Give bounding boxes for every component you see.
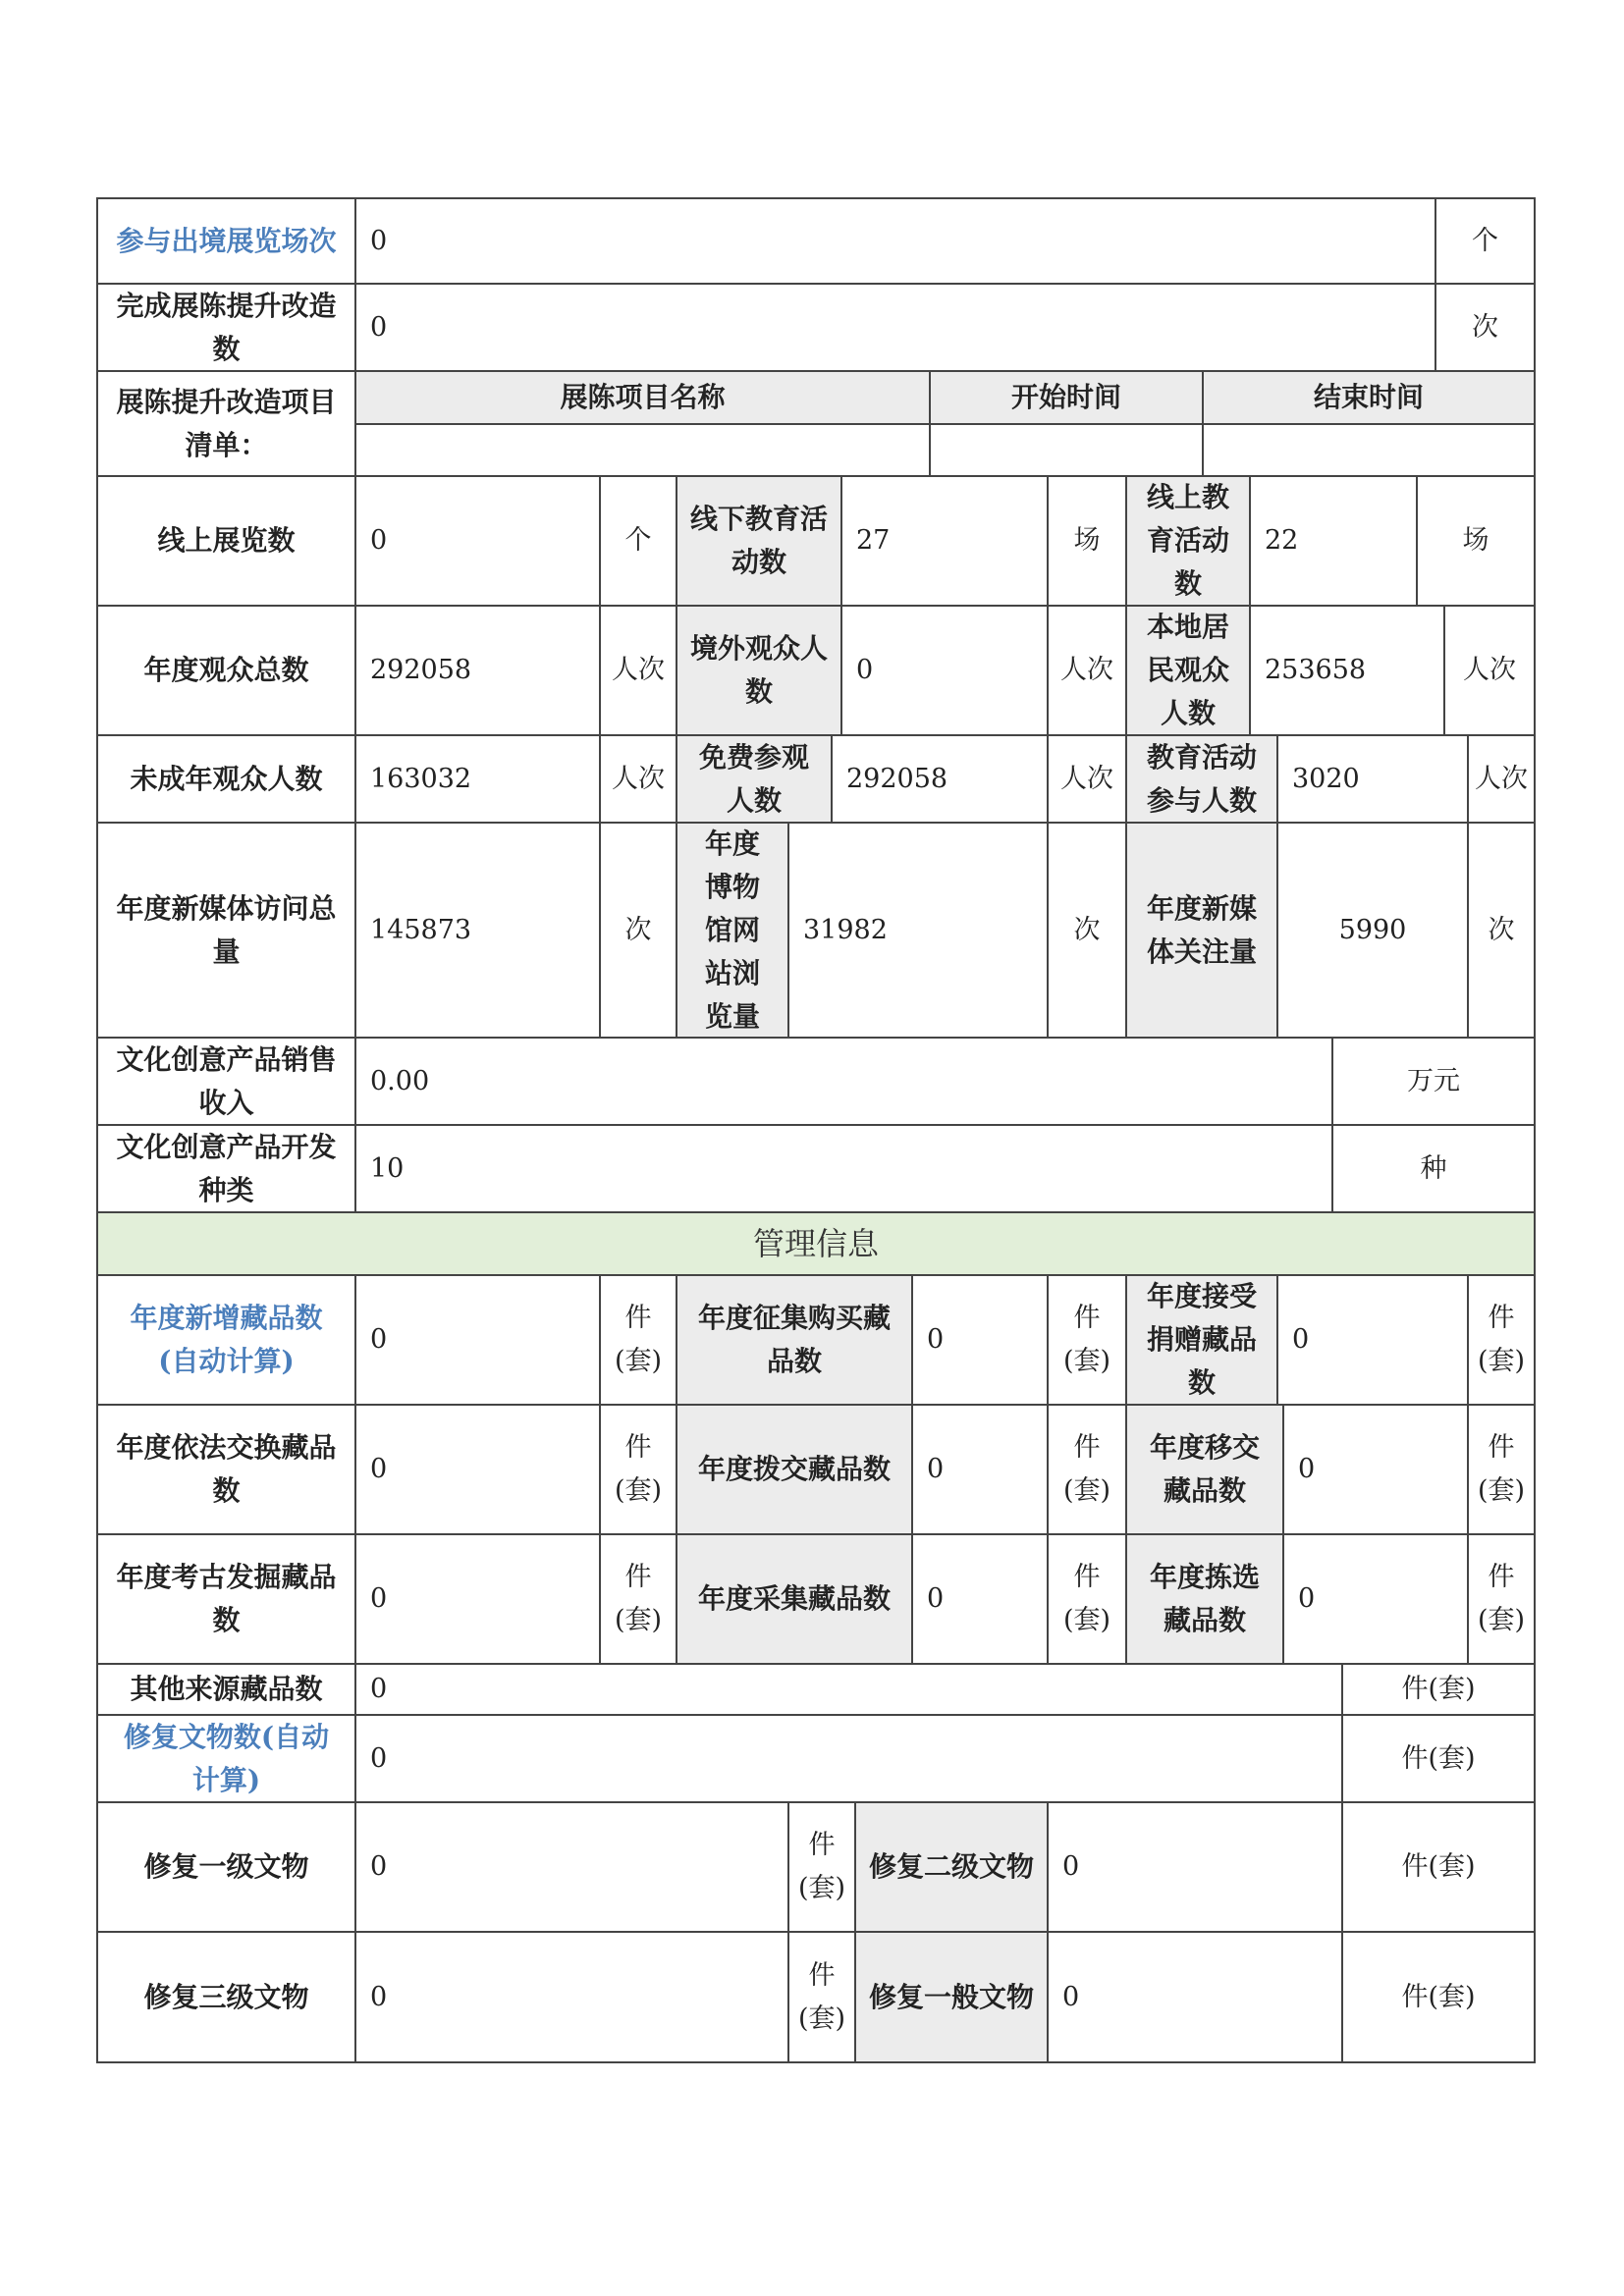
exchanged-unit: 件(套) <box>599 1404 677 1535</box>
allocated-unit: 件(套) <box>1047 1404 1127 1535</box>
annual-visitors-value[interactable]: 292058 <box>354 605 601 736</box>
online-edu-value[interactable]: 22 <box>1249 475 1418 607</box>
creative-types-label: 文化创意产品开发种类 <box>96 1124 356 1213</box>
management-info-header: 管理信息 <box>96 1211 1536 1276</box>
project-name-header: 展陈项目名称 <box>354 370 931 425</box>
restored-general-value[interactable]: 0 <box>1047 1931 1343 2063</box>
overseas-visitors-label: 境外观众人数 <box>676 605 842 736</box>
restored-grade1-unit: 件(套) <box>787 1801 856 1933</box>
restored-total-value[interactable]: 0 <box>354 1714 1343 1803</box>
outbound-exhibitions-unit: 个 <box>1435 197 1536 285</box>
new-media-visits-unit: 次 <box>599 822 677 1039</box>
free-visitors-unit: 人次 <box>1047 734 1127 824</box>
transferred-value[interactable]: 0 <box>1282 1404 1469 1535</box>
website-views-unit: 次 <box>1047 822 1127 1039</box>
allocated-label: 年度拨交藏品数 <box>676 1404 913 1535</box>
overseas-visitors-unit: 人次 <box>1047 605 1127 736</box>
local-visitors-value[interactable]: 253658 <box>1249 605 1445 736</box>
other-sources-value[interactable]: 0 <box>354 1663 1343 1716</box>
end-time-header: 结束时间 <box>1202 370 1536 425</box>
online-exhibitions-label: 线上展览数 <box>96 475 356 607</box>
purchased-label: 年度征集购买藏品数 <box>676 1274 913 1406</box>
offline-edu-value[interactable]: 27 <box>840 475 1049 607</box>
creative-types-value[interactable]: 10 <box>354 1124 1333 1213</box>
creative-types-unit: 种 <box>1331 1124 1536 1213</box>
transferred-unit: 件(套) <box>1467 1404 1536 1535</box>
field-collected-value[interactable]: 0 <box>911 1533 1049 1665</box>
purchased-unit: 件(套) <box>1047 1274 1127 1406</box>
field-collected-unit: 件(套) <box>1047 1533 1127 1665</box>
new-media-followers-label: 年度新媒体关注量 <box>1125 822 1278 1039</box>
edu-participants-value[interactable]: 3020 <box>1276 734 1469 824</box>
restored-general-unit: 件(套) <box>1341 1931 1536 2063</box>
online-exhibitions-value[interactable]: 0 <box>354 475 601 607</box>
annual-visitors-label: 年度观众总数 <box>96 605 356 736</box>
excavated-value[interactable]: 0 <box>354 1533 601 1665</box>
start-time-cell[interactable] <box>929 423 1204 477</box>
offline-edu-unit: 场 <box>1047 475 1127 607</box>
field-collected-label: 年度采集藏品数 <box>676 1533 913 1665</box>
allocated-value[interactable]: 0 <box>911 1404 1049 1535</box>
start-time-header: 开始时间 <box>929 370 1204 425</box>
restored-grade3-value[interactable]: 0 <box>354 1931 789 2063</box>
outbound-exhibitions-label: 参与出境展览场次 <box>96 197 356 285</box>
restored-grade2-unit: 件(套) <box>1341 1801 1536 1933</box>
donated-label: 年度接受捐赠藏品数 <box>1125 1274 1278 1406</box>
online-edu-label: 线上教育活动数 <box>1125 475 1251 607</box>
restored-grade3-label: 修复三级文物 <box>96 1931 356 2063</box>
new-media-followers-unit: 次 <box>1467 822 1536 1039</box>
exchanged-label: 年度依法交换藏品数 <box>96 1404 356 1535</box>
new-media-visits-value[interactable]: 145873 <box>354 822 601 1039</box>
website-views-value[interactable]: 31982 <box>787 822 1049 1039</box>
edu-participants-unit: 人次 <box>1467 734 1536 824</box>
renovation-list-label: 展陈提升改造项目清单： <box>96 370 356 477</box>
end-time-cell[interactable] <box>1202 423 1536 477</box>
excavated-unit: 件(套) <box>599 1533 677 1665</box>
free-visitors-value[interactable]: 292058 <box>831 734 1049 824</box>
creative-revenue-label: 文化创意产品销售收入 <box>96 1037 356 1126</box>
renovations-label: 完成展陈提升改造数 <box>96 283 356 372</box>
donated-value[interactable]: 0 <box>1276 1274 1469 1406</box>
other-sources-unit: 件(套) <box>1341 1663 1536 1716</box>
restored-grade1-label: 修复一级文物 <box>96 1801 356 1933</box>
annual-visitors-unit: 人次 <box>599 605 677 736</box>
restored-grade2-value[interactable]: 0 <box>1047 1801 1343 1933</box>
new-collections-label: 年度新增藏品数(自动计算) <box>96 1274 356 1406</box>
new-media-followers-value[interactable]: 5990 <box>1276 822 1469 1039</box>
restored-total-unit: 件(套) <box>1341 1714 1536 1803</box>
excavated-label: 年度考古发掘藏品数 <box>96 1533 356 1665</box>
creative-revenue-unit: 万元 <box>1331 1037 1536 1126</box>
offline-edu-label: 线下教育活动数 <box>676 475 842 607</box>
website-views-label: 年度博物馆网站浏览量 <box>676 822 789 1039</box>
online-exhibitions-unit: 个 <box>599 475 677 607</box>
new-collections-unit: 件(套) <box>599 1274 677 1406</box>
donated-unit: 件(套) <box>1467 1274 1536 1406</box>
new-media-visits-label: 年度新媒体访问总量 <box>96 822 356 1039</box>
selected-unit: 件(套) <box>1467 1533 1536 1665</box>
restored-total-label: 修复文物数(自动计算) <box>96 1714 356 1803</box>
creative-revenue-value[interactable]: 0.00 <box>354 1037 1333 1126</box>
exchanged-value[interactable]: 0 <box>354 1404 601 1535</box>
selected-label: 年度拣选藏品数 <box>1125 1533 1284 1665</box>
outbound-exhibitions-value[interactable]: 0 <box>354 197 1436 285</box>
purchased-value[interactable]: 0 <box>911 1274 1049 1406</box>
minor-visitors-label: 未成年观众人数 <box>96 734 356 824</box>
local-visitors-unit: 人次 <box>1443 605 1536 736</box>
project-name-cell[interactable] <box>354 423 931 477</box>
restored-grade1-value[interactable]: 0 <box>354 1801 789 1933</box>
minor-visitors-unit: 人次 <box>599 734 677 824</box>
other-sources-label: 其他来源藏品数 <box>96 1663 356 1716</box>
transferred-label: 年度移交藏品数 <box>1125 1404 1284 1535</box>
minor-visitors-value[interactable]: 163032 <box>354 734 601 824</box>
new-collections-value[interactable]: 0 <box>354 1274 601 1406</box>
selected-value[interactable]: 0 <box>1282 1533 1469 1665</box>
renovations-value[interactable]: 0 <box>354 283 1436 372</box>
free-visitors-label: 免费参观人数 <box>676 734 833 824</box>
edu-participants-label: 教育活动参与人数 <box>1125 734 1278 824</box>
restored-grade2-label: 修复二级文物 <box>854 1801 1049 1933</box>
overseas-visitors-value[interactable]: 0 <box>840 605 1049 736</box>
renovations-unit: 次 <box>1435 283 1536 372</box>
restored-general-label: 修复一般文物 <box>854 1931 1049 2063</box>
restored-grade3-unit: 件(套) <box>787 1931 856 2063</box>
local-visitors-label: 本地居民观众人数 <box>1125 605 1251 736</box>
online-edu-unit: 场 <box>1416 475 1536 607</box>
